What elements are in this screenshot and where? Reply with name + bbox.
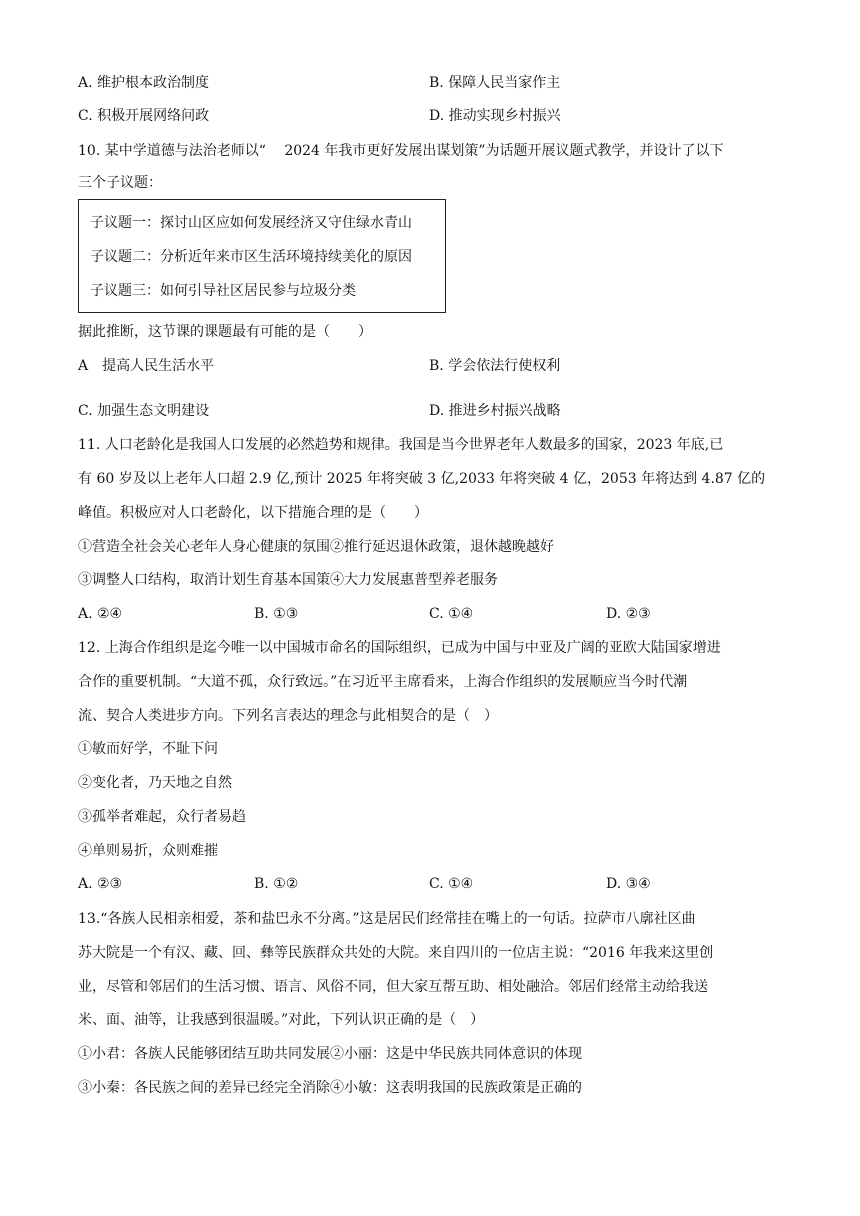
q12-option-c: C. ①④ <box>429 876 474 892</box>
q10-subtopic-3: 子议题三：如何引导社区居民参与垃圾分类 <box>90 283 356 299</box>
q12-option-d: D. ③④ <box>606 876 651 892</box>
q10-stem-line1: 10. 某中学道德与法治老师以“ 2024 年我市更好发展出谋划策”为话题开展议题式教学，并设计了以下 <box>78 143 724 159</box>
q11-items-line2: ③调整人口结构，取消计划生育基本国策④大力发展惠普型养老服务 <box>78 572 498 588</box>
q10-subtopic-2: 子议题二：分析近年来市区生活环境持续美化的原因 <box>90 249 412 265</box>
q10-stem-line2: 三个子议题： <box>78 175 162 191</box>
q11-option-b: B. ①③ <box>254 606 299 622</box>
q11-option-a: A. ②④ <box>78 606 123 622</box>
q12-item-1: ①敏而好学，不耻下问 <box>78 741 218 757</box>
q9-option-a: A. 维护根本政治制度 <box>78 75 210 91</box>
q10-subtopic-1: 子议题一：探讨山区应如何发展经济又守住绿水青山 <box>90 215 412 231</box>
q11-option-d: D. ②③ <box>606 606 651 622</box>
q13-items-line1: ①小君：各族人民能够团结互助共同发展②小丽：这是中华民族共同体意识的体现 <box>78 1046 582 1062</box>
q11-items-line1: ①营造全社会关心老年人身心健康的氛围②推行延迟退休政策，退休越晚越好 <box>78 539 554 555</box>
q12-item-3: ③孤举者难起，众行者易趋 <box>78 809 246 825</box>
q11-stem-line2: 有 60 岁及以上老年人口超 2.9 亿,预计 2025 年将突破 3 亿,2033 年将突破 4 亿，2053 年将达到 4.87 亿的 <box>78 471 766 487</box>
q9-option-d: D. 推动实现乡村振兴 <box>429 108 561 124</box>
q9-option-b: B. 保障人民当家作主 <box>429 75 561 91</box>
q10-option-b: B. 学会依法行使权利 <box>429 358 561 374</box>
q12-option-a: A. ②③ <box>78 876 123 892</box>
q12-stem-line1: 12. 上海合作组织是迄今唯一以中国城市命名的国际组织，已成为中国与中亚及广阔的亚欧大陆国家增进 <box>78 640 721 656</box>
q13-stem-line2: 苏大院是一个有汉、藏、回、彝等民族群众共处的大院。来自四川的一位店主说：“2016 年我来这里创 <box>78 945 714 961</box>
q9-option-c: C. 积极开展网络问政 <box>78 108 210 124</box>
q13-stem-line4: 米、面、油等，让我感到很温暖。”对此，下列认识正确的是（ ） <box>78 1012 485 1028</box>
q13-stem-line1: 13.“各族人民相亲相爱，茶和盐巴永不分离。”这是居民们经常挂在嘴上的一句话。拉萨市八廓社区曲 <box>78 911 696 927</box>
q10-option-a: A 提高人民生活水平 <box>78 358 215 374</box>
q11-stem-line1: 11. 人口老龄化是我国人口发展的必然趋势和规律。我国是当今世界老年人数最多的国家，2023 年底,已 <box>78 437 724 453</box>
q10-subtopic-box <box>78 199 446 313</box>
q13-items-line2: ③小秦：各民族之间的差异已经完全消除④小敏：这表明我国的民族政策是正确的 <box>78 1080 582 1096</box>
q10-question: 据此推断，这节课的课题最有可能的是（ ） <box>78 324 372 340</box>
q12-item-4: ④单则易折，众则难摧 <box>78 843 218 859</box>
q12-stem-line3: 流、契合人类进步方向。下列名言表达的理念与此相契合的是（ ） <box>78 708 498 724</box>
q11-option-c: C. ①④ <box>429 606 474 622</box>
q12-item-2: ②变化者，乃天地之自然 <box>78 775 232 791</box>
q12-option-b: B. ①② <box>254 876 299 892</box>
q10-option-c: C. 加强生态文明建设 <box>78 403 210 419</box>
q11-stem-line3: 峰值。积极应对人口老龄化，以下措施合理的是（ ） <box>78 505 428 521</box>
q10-option-d: D. 推进乡村振兴战略 <box>429 403 561 419</box>
q13-stem-line3: 业，尽管和邻居们的生活习惯、语言、风俗不同，但大家互帮互助、相处融洽。邻居们经常主动给我送 <box>78 979 708 995</box>
q12-stem-line2: 合作的重要机制。“大道不孤，众行致远。”在习近平主席看来，上海合作组织的发展顺应当今时代潮 <box>78 674 688 690</box>
